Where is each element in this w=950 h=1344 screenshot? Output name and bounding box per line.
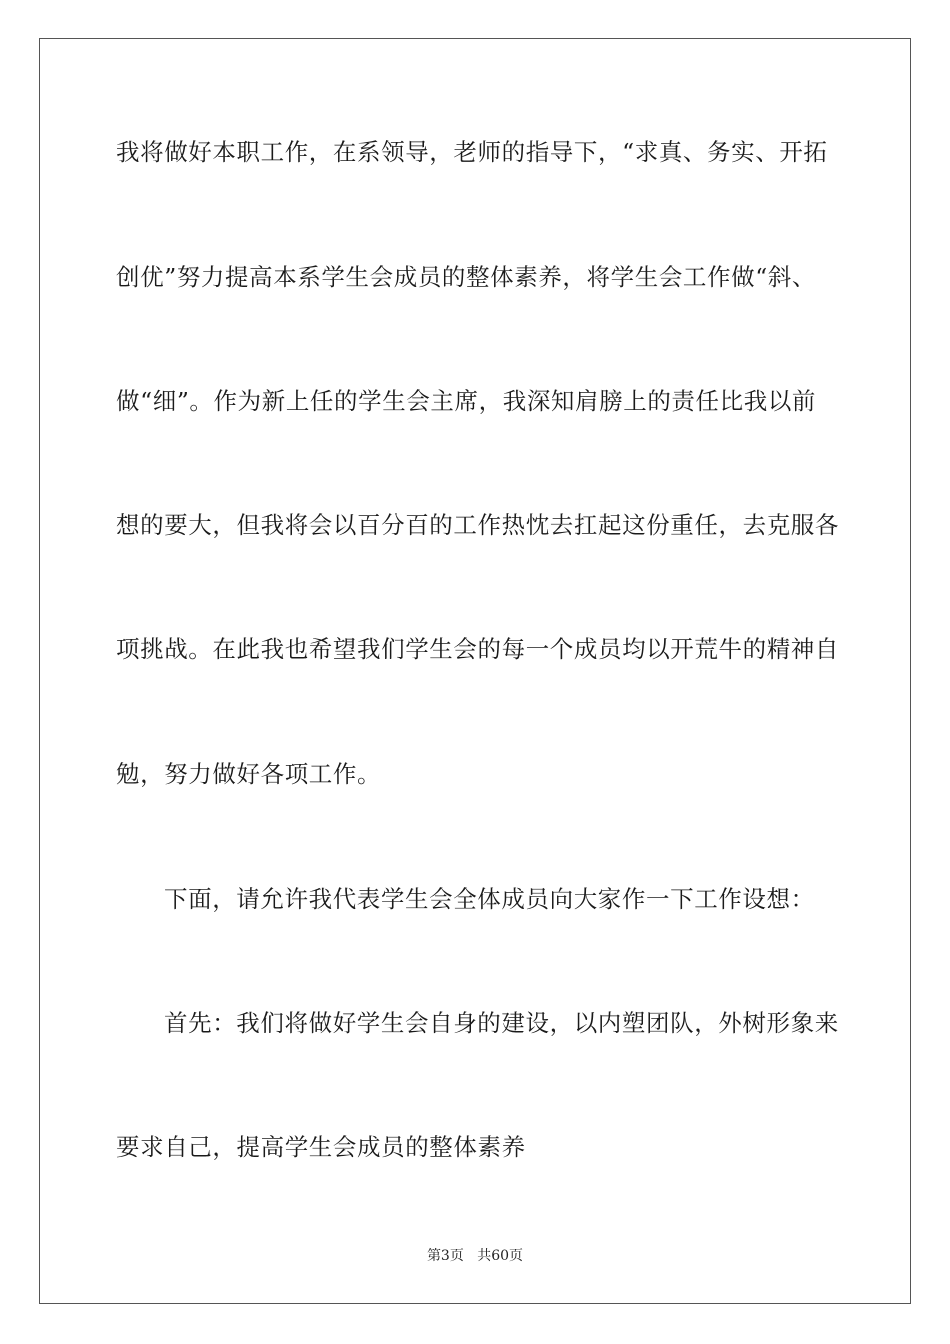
body-line-6: 勉，努力做好各项工作。	[116, 760, 382, 788]
body-line-5: 项挑战。在此我也希望我们学生会的每一个成员均以开荒牛的精神自	[116, 635, 839, 663]
body-line-2: 创优”努力提高本系学生会成员的整体素养，将学生会工作做“斜、	[116, 263, 817, 291]
body-line-4: 想的要大，但我将会以百分百的工作热忱去扛起这份重任，去克服各	[116, 511, 839, 539]
paragraph-3-line-2: 要求自己，提高学生会成员的整体素养	[116, 1133, 526, 1161]
page-number: 第3页	[426, 1248, 464, 1264]
page-footer	[0, 1246, 950, 1266]
body-line-3: 做“细”。作为新上任的学生会主席，我深知肩膀上的责任比我以前	[116, 387, 817, 415]
paragraph-3-line-1: 首先：我们将做好学生会自身的建设，以内塑团队，外树形象来	[164, 1009, 839, 1037]
paragraph-2-line-1: 下面，请允许我代表学生会全体成员向大家作一下工作设想：	[164, 885, 815, 913]
body-line-1: 我将做好本职工作，在系领导，老师的指导下，“求真、务实、开拓	[116, 138, 828, 166]
page-frame	[39, 38, 911, 1304]
page-total: 共60页	[477, 1248, 524, 1264]
